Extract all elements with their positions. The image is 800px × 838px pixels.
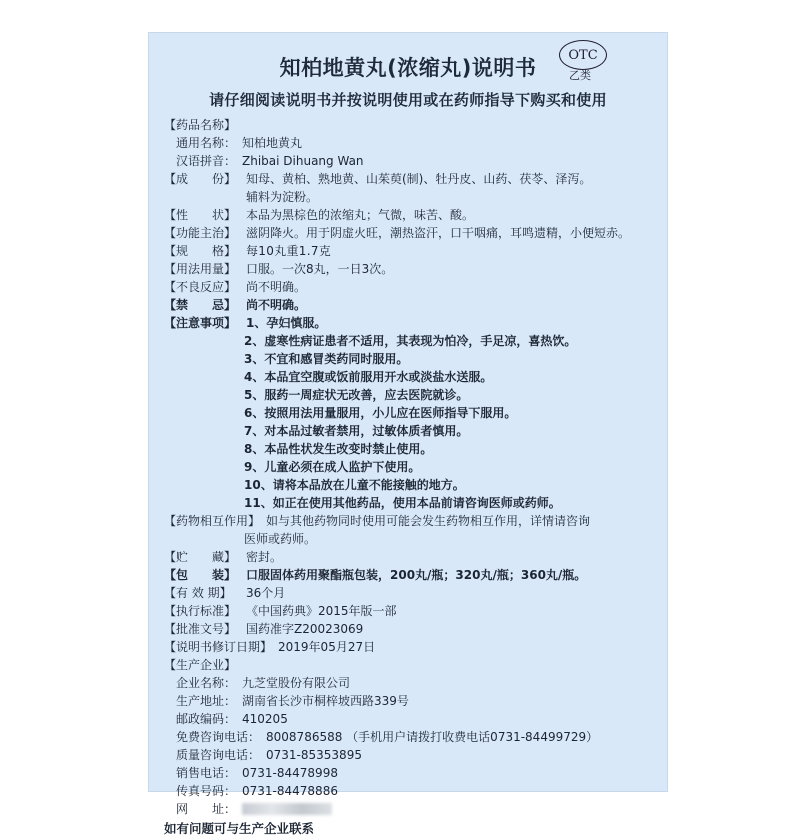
adverse-value: 尚不明确。 [246, 280, 307, 294]
precautions-row [164, 314, 664, 332]
hotline-label: 免费咨询电话： [176, 730, 261, 744]
footer-note: 如有问题可与生产企业联系 [164, 821, 315, 836]
spec-value: 每10丸重1.7克 [246, 244, 332, 258]
precaution-item: 7、对本品过敏者禁用，过敏体质者慎用。 [244, 424, 469, 438]
properties-row [164, 206, 664, 224]
interactions-row [164, 512, 664, 530]
sales-row [164, 764, 664, 782]
revision-label: 【说明书修订日期】 [164, 640, 273, 654]
approval-row [164, 620, 664, 638]
validity-value: 36个月 [246, 586, 286, 600]
precaution-item: 4、本品宜空腹或饭前服用开水或淡盐水送服。 [244, 370, 493, 384]
contraindications-value: 尚不明确。 [246, 298, 307, 312]
sales-label: 销售电话： [176, 766, 237, 780]
precaution-item: 3、不宜和感冒类药同时服用。 [244, 352, 409, 366]
approval-label: 【批准文号】 [164, 622, 237, 636]
quality-label: 质量咨询电话： [176, 748, 261, 762]
website-row [164, 800, 664, 818]
interactions-row-2 [164, 530, 664, 548]
composition-label: 【成 份】 [164, 172, 237, 186]
pinyin-row [164, 152, 664, 170]
sales-value: 0731-84478998 [242, 766, 338, 780]
zip-value: 410205 [242, 712, 288, 726]
pinyin-value: Zhibai Dihuang Wan [242, 154, 364, 168]
fax-label: 传真号码： [176, 784, 237, 798]
precaution-row [164, 386, 664, 404]
precaution-row [164, 422, 664, 440]
address-value: 湖南省长沙市桐梓坡西路339号 [242, 694, 409, 708]
package-row [164, 566, 664, 584]
otc-class-label: 乙类 [569, 69, 591, 82]
pinyin-label: 汉语拼音： [176, 154, 237, 168]
fax-value: 0731-84478886 [242, 784, 338, 798]
common-name-label: 通用名称： [176, 136, 237, 150]
fax-row [164, 782, 664, 800]
indications-row [164, 224, 664, 242]
adverse-label: 【不良反应】 [164, 280, 237, 294]
address-row [164, 692, 664, 710]
company-name-value: 九芝堂股份有限公司 [242, 676, 351, 690]
standard-label: 【执行标准】 [164, 604, 237, 618]
hotline-row [164, 728, 664, 746]
composition-value: 知母、黄柏、熟地黄、山茱萸(制)、牡丹皮、山药、茯苓、泽泻。 [246, 172, 592, 186]
precaution-item: 5、服药一周症状无改善，应去医院就诊。 [244, 388, 469, 402]
dosage-value: 口服。一次8丸，一日3次。 [246, 262, 394, 276]
revision-row [164, 638, 664, 656]
common-name-value: 知柏地黄丸 [242, 136, 303, 150]
properties-value: 本品为黑棕色的浓缩丸；气微，味苦、酸。 [246, 208, 475, 222]
dosage-label: 【用法用量】 [164, 262, 237, 276]
precaution-item: 8、本品性状发生改变时禁止使用。 [244, 442, 433, 456]
composition-row [164, 170, 664, 188]
dosage-row [164, 260, 664, 278]
precaution-item: 9、儿童必须在成人监护下使用。 [244, 460, 421, 474]
composition-excipient: 辅料为淀粉。 [246, 190, 319, 204]
blurred-url [242, 803, 332, 815]
precaution-item: 1、孕妇慎服。 [246, 316, 327, 330]
contraindications-label: 【禁 忌】 [164, 298, 237, 312]
document-subtitle: 请仔细阅读说明书并按说明使用或在药师指导下购买和使用 [209, 91, 607, 109]
composition-row-2 [164, 188, 664, 206]
common-name-row [164, 134, 664, 152]
approval-value: 国药准字Z20023069 [246, 622, 364, 636]
precaution-row [164, 494, 664, 512]
storage-label: 【贮 藏】 [164, 550, 237, 564]
precaution-row [164, 476, 664, 494]
indications-value: 滋阴降火。用于阴虚火旺，潮热盗汗，口干咽痛，耳鸣遗精，小便短赤。 [246, 226, 631, 240]
validity-row [164, 584, 664, 602]
manufacturer-section [164, 656, 664, 674]
revision-value: 2019年05月27日 [278, 640, 376, 654]
validity-label: 【有 效 期】 [164, 586, 232, 600]
precaution-item: 2、虚寒性病证患者不适用，其表现为怕冷，手足凉，喜热饮。 [244, 334, 577, 348]
precaution-row [164, 404, 664, 422]
adverse-row [164, 278, 664, 296]
hotline-value: 8008786588 （手机用户请拨打收费电话0731-84499729） [266, 730, 599, 744]
precaution-item: 11、如正在使用其他药品，使用本品前请咨询医师或药师。 [244, 496, 561, 510]
interactions-label: 【药物相互作用】 [164, 514, 261, 528]
storage-value: 密封。 [246, 550, 283, 564]
indications-label: 【功能主治】 [164, 226, 237, 240]
otc-badge: OTC [559, 40, 607, 70]
standard-value: 《中国药典》2015年版一部 [246, 604, 397, 618]
properties-label: 【性 状】 [164, 208, 237, 222]
precaution-row [164, 440, 664, 458]
website-label: 网 址： [176, 802, 237, 816]
precaution-row [164, 332, 664, 350]
storage-row [164, 548, 664, 566]
drug-name-section [164, 116, 664, 134]
document-title: 知柏地黄丸(浓缩丸)说明书 [279, 56, 537, 80]
package-value: 口服固体药用聚酯瓶包装，200丸/瓶；320丸/瓶；360丸/瓶。 [246, 568, 587, 582]
standard-row [164, 602, 664, 620]
quality-value: 0731-85353895 [266, 748, 362, 762]
precaution-row [164, 368, 664, 386]
company-name-row [164, 674, 664, 692]
precautions-label: 【注意事项】 [164, 316, 237, 330]
zip-row [164, 710, 664, 728]
spec-label: 【规 格】 [164, 244, 237, 258]
leaflet-content [164, 116, 664, 838]
zip-label: 邮政编码： [176, 712, 237, 726]
manufacturer-label: 【生产企业】 [164, 658, 237, 672]
drug-name-label: 【药品名称】 [164, 118, 237, 132]
interactions-value-2: 医师或药师。 [244, 532, 317, 546]
quality-row [164, 746, 664, 764]
interactions-value: 如与其他药物同时使用可能会发生药物相互作用，详情请咨询 [266, 514, 591, 528]
address-label: 生产地址： [176, 694, 237, 708]
company-name-label: 企业名称： [176, 676, 237, 690]
package-label: 【包 装】 [164, 568, 237, 582]
precaution-row [164, 350, 664, 368]
precaution-row [164, 458, 664, 476]
precaution-item: 6、按照用法用量服用，小儿应在医师指导下服用。 [244, 406, 517, 420]
contraindications-row [164, 296, 664, 314]
precaution-item: 10、请将本品放在儿童不能接触的地方。 [244, 478, 465, 492]
spec-row [164, 242, 664, 260]
